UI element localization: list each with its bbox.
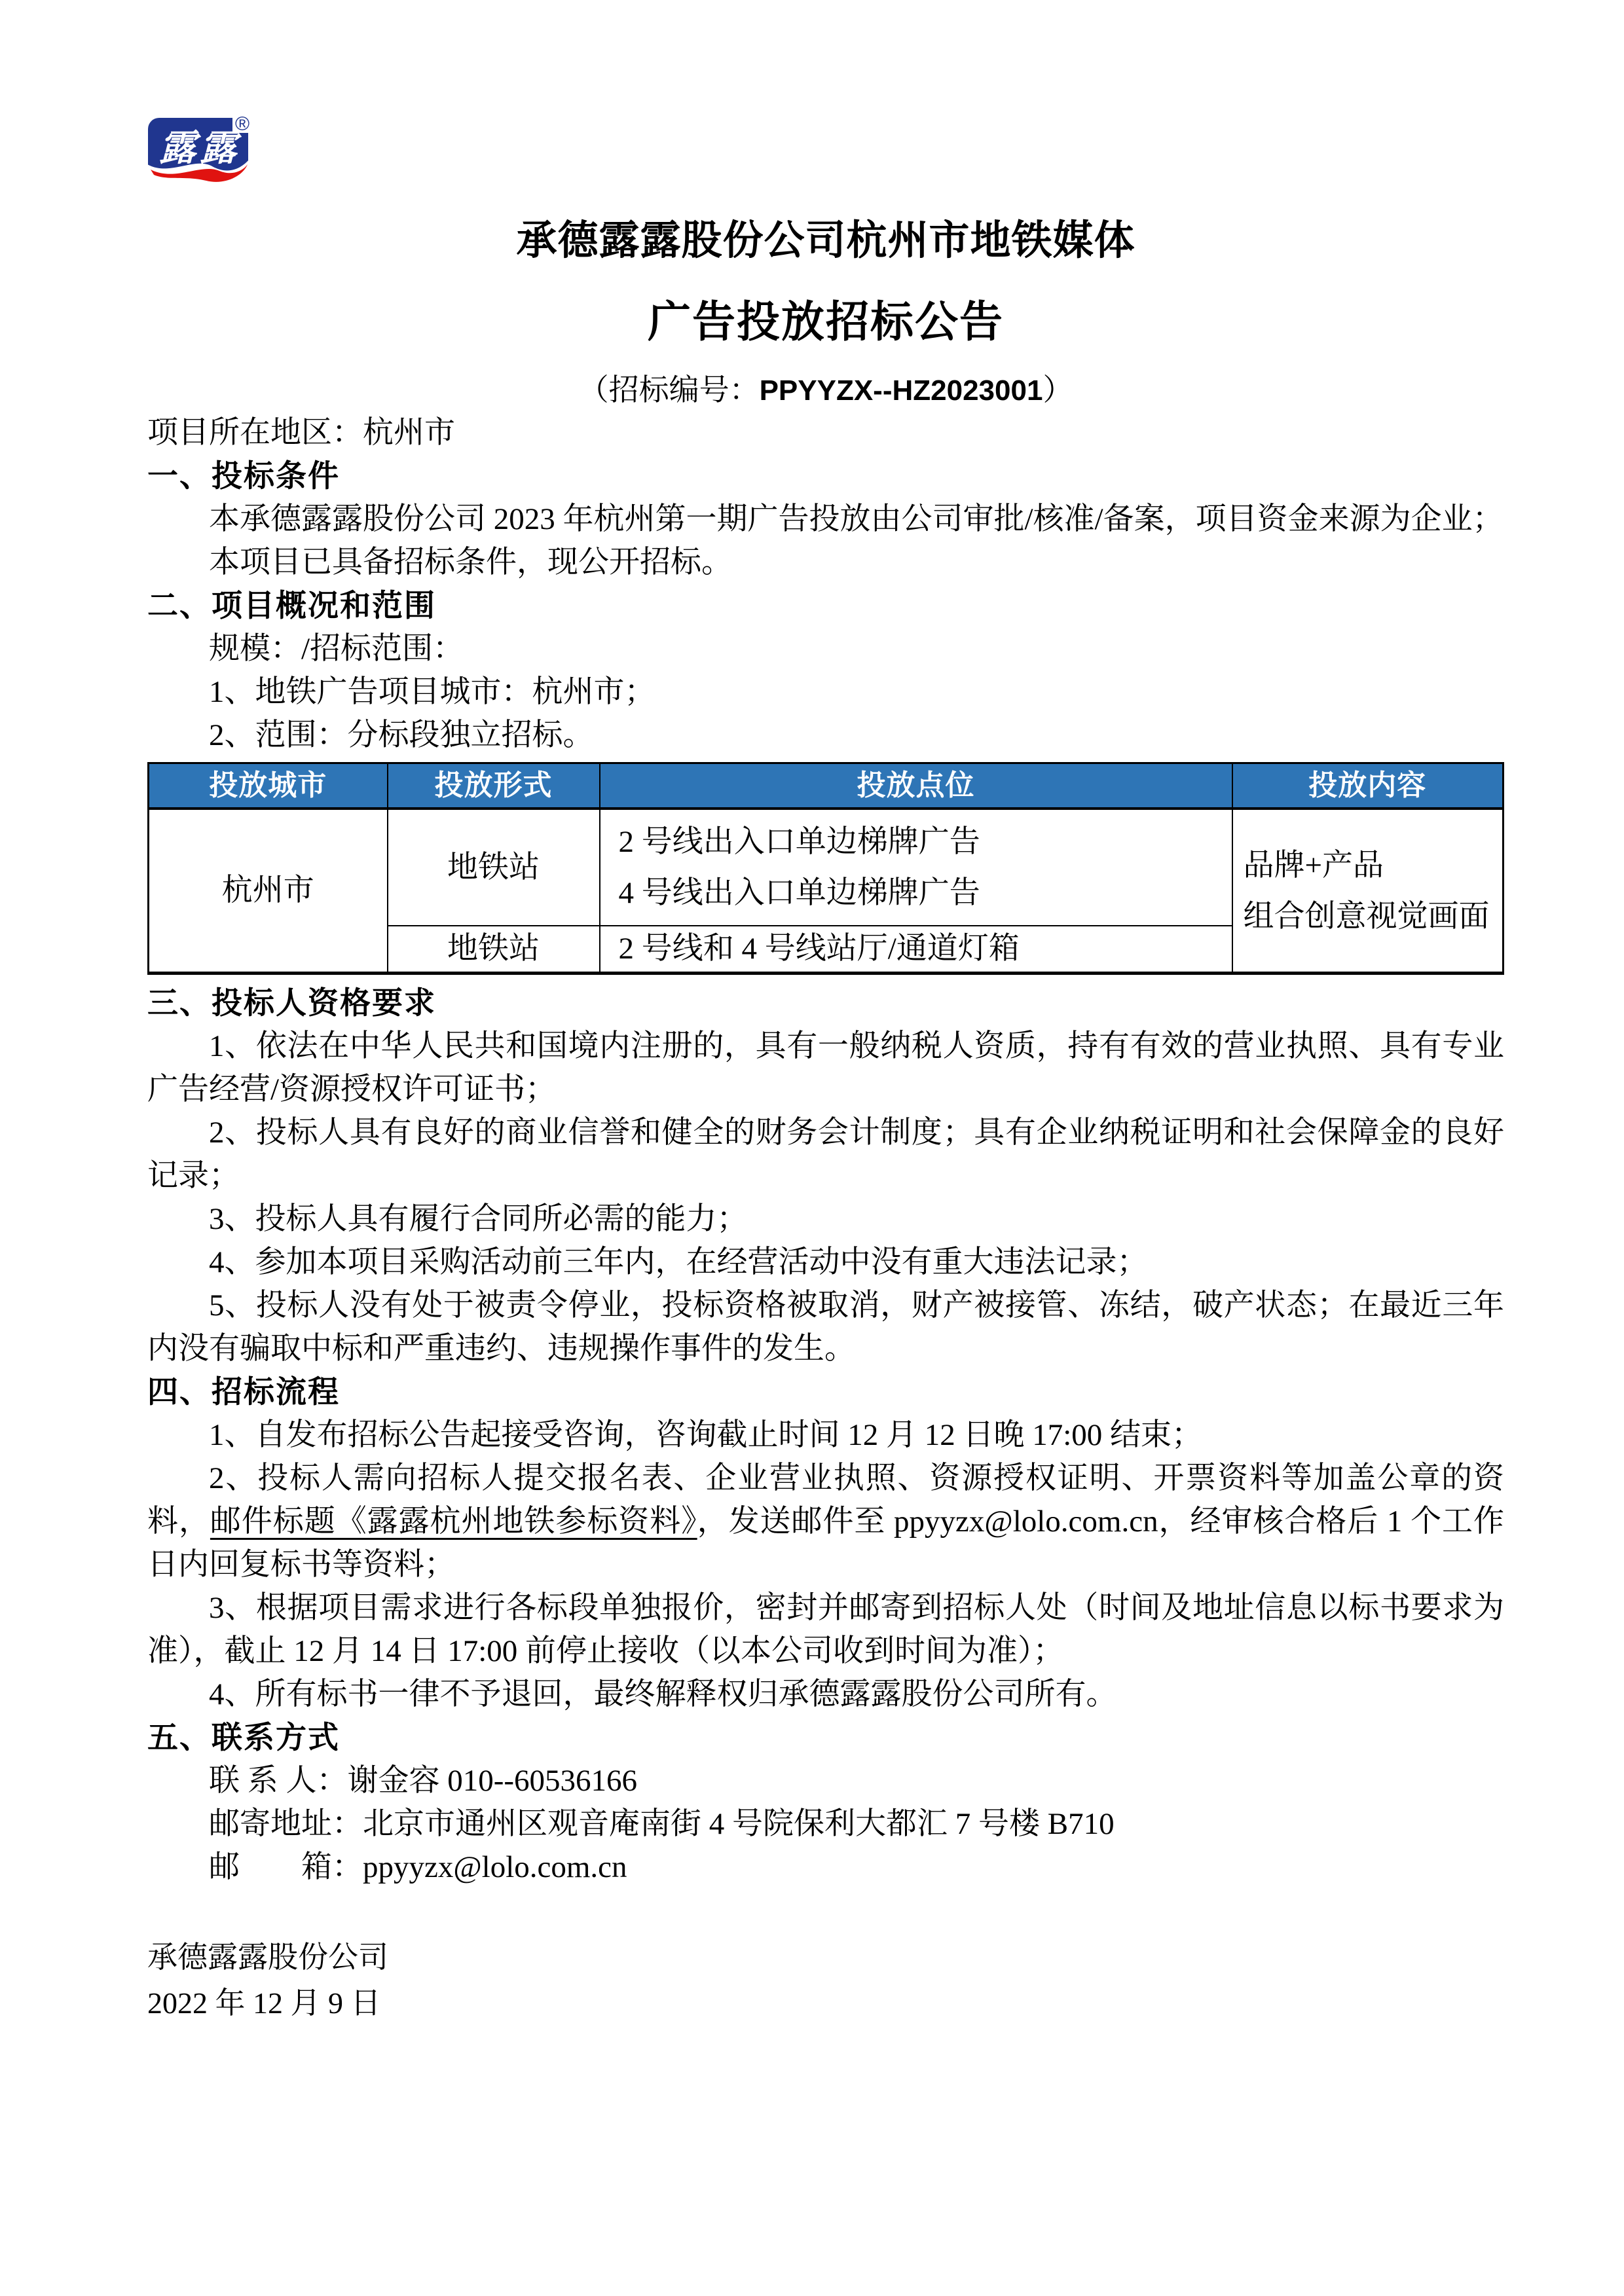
content-line: 组合创意视觉画面 bbox=[1243, 900, 1490, 934]
section4-item1: 1、自发布招标公告起接受咨询，咨询截止时间 12 月 12 日晚 17:00 结束； bbox=[209, 1417, 1203, 1452]
section4-item4: 4、所有标书一律不予退回，最终解释权归承德露露股份公司所有。 bbox=[209, 1677, 1117, 1711]
column-header-spots: 投放点位 bbox=[600, 763, 1232, 809]
cell-content bbox=[1232, 809, 1504, 973]
column-header-form: 投放形式 bbox=[388, 763, 600, 809]
section4-item2-tail: ，发送邮件至 ppyyzx@lolo.com.cn，经审核合格后 1 个工作日内回复标书等资料； bbox=[147, 1504, 1505, 1582]
section4-item2 bbox=[147, 1457, 1504, 1586]
section1-heading: 一、投标条件 bbox=[147, 458, 340, 493]
cell-spots-row1 bbox=[600, 809, 1232, 926]
content-line: 品牌+产品 bbox=[1243, 848, 1384, 883]
tender-number-suffix: ） bbox=[1043, 373, 1073, 407]
email-line: 邮 箱：ppyyzx@lolo.com.cn bbox=[209, 1850, 627, 1884]
section4-heading: 四、招标流程 bbox=[147, 1374, 340, 1409]
table-row bbox=[149, 809, 1504, 926]
placement-table-header-row bbox=[149, 763, 1504, 809]
mailing-address-line: 邮寄地址：北京市通州区观音庵南街 4 号院保利大都汇 7 号楼 B710 bbox=[209, 1806, 1115, 1841]
registered-trademark-icon: ® bbox=[234, 115, 250, 135]
email-subject-emphasis: 邮件标题《露露杭州地铁参标资料》 bbox=[210, 1504, 697, 1539]
section3-item4: 4、参加本项目采购活动前三年内，在经营活动中没有重大违法记录； bbox=[209, 1245, 1148, 1279]
signature-company: 承德露露股份公司 bbox=[147, 1940, 388, 1974]
section4-item2-text: 2、投标人需向招标人提交报名表、企业营业执照、资源授权证明、开票资料等加盖公章的资料， bbox=[147, 1461, 1504, 1539]
section3-item5: 5、投标人没有处于被责令停业，投标资格被取消，财产被接管、冻结，破产状态；在最近三年内没有骗取中标和严重违约、违规操作事件的发生。 bbox=[147, 1288, 1504, 1366]
tender-number-prefix: （招标编号： bbox=[578, 373, 760, 407]
section3-heading: 三、投标人资格要求 bbox=[147, 985, 436, 1020]
section3-item1: 1、依法在中华人民共和国境内注册的，具有一般纳税人资质，持有有效的营业执照、具有专业广告经营/资源授权许可证书； bbox=[147, 1029, 1504, 1106]
spot-line: 2 号线出入口单边梯牌广告 bbox=[618, 825, 980, 859]
section2-paragraph2: 1、地铁广告项目城市：杭州市； bbox=[209, 675, 655, 709]
document-title-line1: 承德露露股份公司杭州市地铁媒体 bbox=[516, 218, 1135, 263]
lulu-logo-graphic bbox=[147, 115, 252, 192]
cell-form-row2: 地铁站 bbox=[388, 926, 600, 973]
section1-paragraph1: 本承德露露股份公司 2023 年杭州第一期广告投放由公司审批/核准/备案，项目资金来源为企业； bbox=[209, 502, 1504, 536]
cell-city: 杭州市 bbox=[149, 809, 388, 973]
column-header-city: 投放城市 bbox=[149, 763, 388, 809]
section3-item3: 3、投标人具有履行合同所必需的能力； bbox=[209, 1201, 748, 1236]
column-header-content: 投放内容 bbox=[1232, 763, 1504, 809]
tender-number-line bbox=[147, 371, 1504, 410]
project-location-line: 项目所在地区：杭州市 bbox=[147, 416, 455, 450]
section2-heading: 二、项目概况和范围 bbox=[147, 588, 436, 623]
tender-number-code: PPYYZX--HZ2023001 bbox=[759, 374, 1043, 407]
contact-person-line: 联 系 人：谢金容 010--60536166 bbox=[209, 1763, 638, 1798]
cell-form-row1: 地铁站 bbox=[388, 809, 600, 926]
lulu-logo-characters: 露露 bbox=[159, 127, 236, 168]
document-title-line2: 广告投放招标公告 bbox=[648, 297, 1004, 346]
placement-table bbox=[147, 762, 1504, 975]
section4-item3: 3、根据项目需求进行各标段单独报价，密封并邮寄到招标人处（时间及地址信息以标书要求为准），截止 12 月 14 日 17:00 前停止接收（以本公司收到时间为准）； bbox=[147, 1590, 1504, 1668]
section2-paragraph1: 规模：/招标范围： bbox=[209, 632, 464, 666]
signature-date: 2022 年 12 月 9 日 bbox=[147, 1986, 381, 2020]
section2-paragraph3: 2、范围：分标段独立招标。 bbox=[209, 718, 594, 752]
lulu-brand-logo bbox=[147, 115, 252, 192]
signature-block bbox=[147, 1935, 1504, 2026]
document-body bbox=[147, 411, 1504, 2026]
section1-paragraph2: 本项目已具备招标条件，现公开招标。 bbox=[209, 545, 732, 579]
section5-heading: 五、联系方式 bbox=[147, 1719, 340, 1755]
spot-line: 4 号线出入口单边梯牌广告 bbox=[618, 876, 980, 910]
section3-item2: 2、投标人具有良好的商业信誉和健全的财务会计制度；具有企业纳税证明和社会保障金的良好记录； bbox=[147, 1115, 1504, 1193]
cell-spots-row2: 2 号线和 4 号线站厅/通道灯箱 bbox=[600, 926, 1232, 973]
